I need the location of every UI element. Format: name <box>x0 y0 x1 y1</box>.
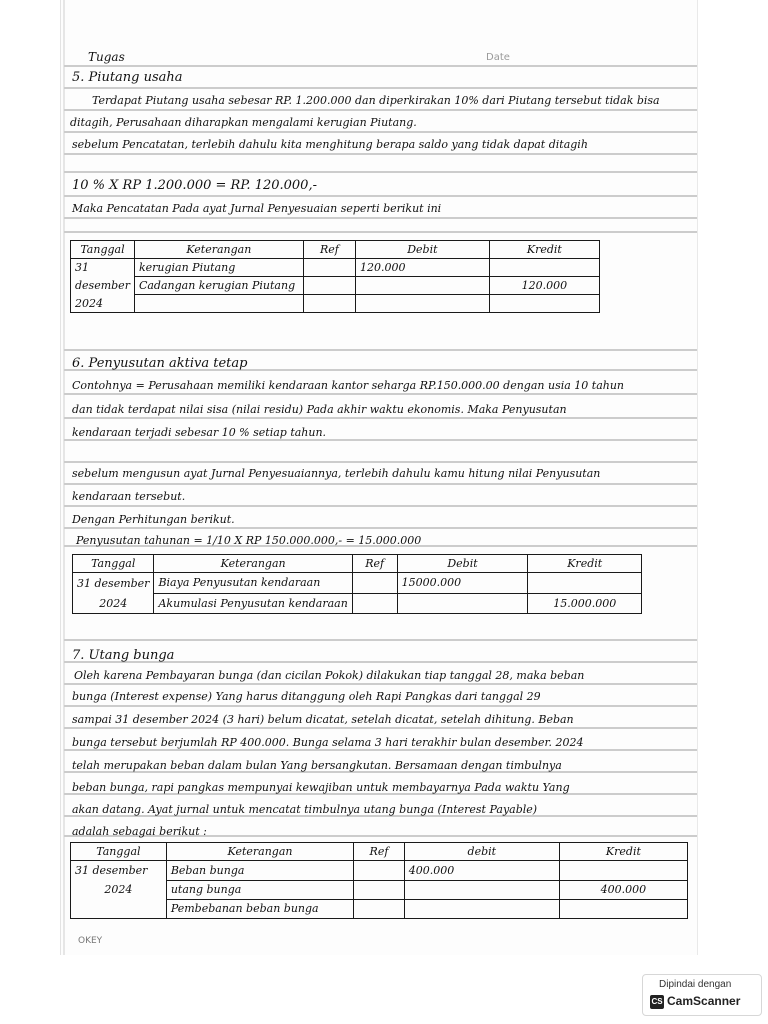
table-row <box>73 593 642 614</box>
cell-ref <box>354 880 405 899</box>
header-debit: Debit <box>397 555 528 573</box>
table-row <box>73 573 642 594</box>
cell-keterangan <box>134 295 303 313</box>
table-row <box>71 259 600 277</box>
cell-ref <box>352 593 397 614</box>
section-5-calculation: 10 % X RP 1.200.000 = RP. 120.000,- <box>72 178 317 193</box>
section-5-line-2: ditagih, Perusahaan diharapkan mengalami kerugian Piutang. <box>70 116 417 129</box>
cell-keterangan: Cadangan kerugian Piutang <box>134 277 303 295</box>
section-6-line-6: Dengan Perhitungan berikut. <box>72 513 235 526</box>
section-7-line-5: telah merupakan beban dalam bulan Yang bersangkutan. Bersamaan dengan timbulnya <box>72 759 562 772</box>
header-ref: Ref <box>352 555 397 573</box>
table-row <box>71 277 600 295</box>
cell-debit <box>404 880 559 899</box>
section-5-line-1: Terdapat Piutang usaha sebesar RP. 1.200.000 dan diperkirakan 10% dari Piutang tersebut tidak bisa <box>92 94 660 107</box>
table-header-row <box>71 843 688 861</box>
table-header-row <box>71 241 600 259</box>
section-6-line-4: sebelum mengusun ayat Jurnal Penyesuaiannya, terlebih dahulu kamu hitung nilai Penyusutan <box>72 467 601 480</box>
section-7-heading: 7. Utang bunga <box>72 648 175 663</box>
header-debit: debit <box>404 843 559 861</box>
journal-table-utang-bunga <box>70 842 688 919</box>
cell-kredit <box>559 899 687 919</box>
page-title: Tugas <box>88 50 125 64</box>
section-7-line-8: adalah sebagai berikut : <box>72 825 207 838</box>
cell-tanggal: 2024 <box>73 593 154 614</box>
cell-keterangan: Biaya Penyusutan kendaraan <box>154 573 352 594</box>
header-kredit: Kredit <box>489 241 599 259</box>
cell-debit <box>404 899 559 919</box>
table-row <box>71 880 688 899</box>
section-7-line-1: Oleh karena Pembayaran bunga (dan cicilan Pokok) dilakukan tiap tanggal 28, maka beban <box>74 669 585 682</box>
cell-keterangan: Beban bunga <box>166 861 353 881</box>
cell-keterangan: Akumulasi Penyusutan kendaraan <box>154 593 352 614</box>
header-keterangan: Keterangan <box>166 843 353 861</box>
table-row <box>71 861 688 881</box>
date-label: Date <box>486 52 510 63</box>
cell-debit: 120.000 <box>356 259 490 277</box>
cell-tanggal: 31 desember <box>73 573 154 594</box>
table-row <box>71 899 688 919</box>
notebook-brand-mark: OKEY <box>78 936 103 946</box>
header-tanggal: Tanggal <box>71 241 135 259</box>
cell-debit: 400.000 <box>404 861 559 881</box>
table-header-row <box>73 555 642 573</box>
cell-ref <box>354 861 405 881</box>
section-6-line-1: Contohnya = Perusahaan memiliki kendaraan kantor seharga RP.150.000.00 dengan usia 10 tahun <box>72 379 625 392</box>
header-ref: Ref <box>354 843 405 861</box>
cell-tanggal: 31 <box>71 259 135 277</box>
cell-keterangan: kerugian Piutang <box>134 259 303 277</box>
header-debit: Debit <box>356 241 490 259</box>
header-kredit: Kredit <box>559 843 687 861</box>
cell-ref <box>352 573 397 594</box>
cell-kredit <box>559 861 687 881</box>
section-5-line-3: sebelum Pencatatan, terlebih dahulu kita menghitung berapa saldo yang tidak dapat ditagih <box>72 138 588 151</box>
section-5-line-5: Maka Pencatatan Pada ayat Jurnal Penyesuaian seperti berikut ini <box>72 202 442 215</box>
scanner-watermark <box>642 974 762 1016</box>
scanner-caption: Dipindai dengan <box>659 979 732 990</box>
cell-tanggal: 2024 <box>71 880 167 899</box>
header-keterangan: Keterangan <box>134 241 303 259</box>
cell-debit <box>356 277 490 295</box>
cell-ref <box>303 295 355 313</box>
camscanner-logo-icon: CS <box>650 995 664 1009</box>
cell-kredit: 120.000 <box>489 277 599 295</box>
header-kredit: Kredit <box>528 555 642 573</box>
cell-debit <box>356 295 490 313</box>
header-keterangan: Keterangan <box>154 555 352 573</box>
cell-tanggal: 31 desember <box>71 861 167 881</box>
cell-keterangan: utang bunga <box>166 880 353 899</box>
header-ref: Ref <box>303 241 355 259</box>
section-6-line-5: kendaraan tersebut. <box>72 490 186 503</box>
section-7-line-2: bunga (Interest expense) Yang harus ditanggung oleh Rapi Pangkas dari tanggal 29 <box>72 690 541 703</box>
header-tanggal: Tanggal <box>71 843 167 861</box>
section-6-calculation: Penyusutan tahunan = 1/10 X RP 150.000.000,- = 15.000.000 <box>76 534 422 547</box>
section-7-line-7: akan datang. Ayat jurnal untuk mencatat timbulnya utang bunga (Interest Payable) <box>72 803 538 816</box>
section-6-line-2: dan tidak terdapat nilai sisa (nilai residu) Pada akhir waktu ekonomis. Maka Penyusutan <box>72 403 567 416</box>
cell-kredit <box>489 295 599 313</box>
section-7-line-4: bunga tersebut berjumlah RP 400.000. Bunga selama 3 hari terakhir bulan desember. 2024 <box>72 736 584 749</box>
journal-table-penyusutan <box>72 554 642 614</box>
cell-tanggal: 2024 <box>71 295 135 313</box>
header-tanggal: Tanggal <box>73 555 154 573</box>
journal-table-piutang <box>70 240 600 313</box>
cell-debit: 15000.000 <box>397 573 528 594</box>
cell-ref <box>354 899 405 919</box>
cell-kredit: 400.000 <box>559 880 687 899</box>
cell-debit <box>397 593 528 614</box>
section-6-line-3: kendaraan terjadi sebesar 10 % setiap tahun. <box>72 426 327 439</box>
cell-keterangan: Pembebanan beban bunga <box>166 899 353 919</box>
section-7-line-6: beban bunga, rapi pangkas mempunyai kewajiban untuk membayarnya Pada waktu Yang <box>72 781 570 794</box>
cell-tanggal: desember <box>71 277 135 295</box>
cell-kredit <box>528 573 642 594</box>
cell-ref <box>303 277 355 295</box>
table-row <box>71 295 600 313</box>
section-6-heading: 6. Penyusutan aktiva tetap <box>72 356 248 371</box>
section-7-line-3: sampai 31 desember 2024 (3 hari) belum dicatat, setelah dicatat, setelah dihitung. Beban <box>72 713 574 726</box>
cell-kredit <box>489 259 599 277</box>
cell-tanggal <box>71 899 167 919</box>
cell-ref <box>303 259 355 277</box>
scanner-brand: CamScanner <box>667 994 741 1008</box>
cell-kredit: 15.000.000 <box>528 593 642 614</box>
section-5-heading: 5. Piutang usaha <box>72 70 183 85</box>
